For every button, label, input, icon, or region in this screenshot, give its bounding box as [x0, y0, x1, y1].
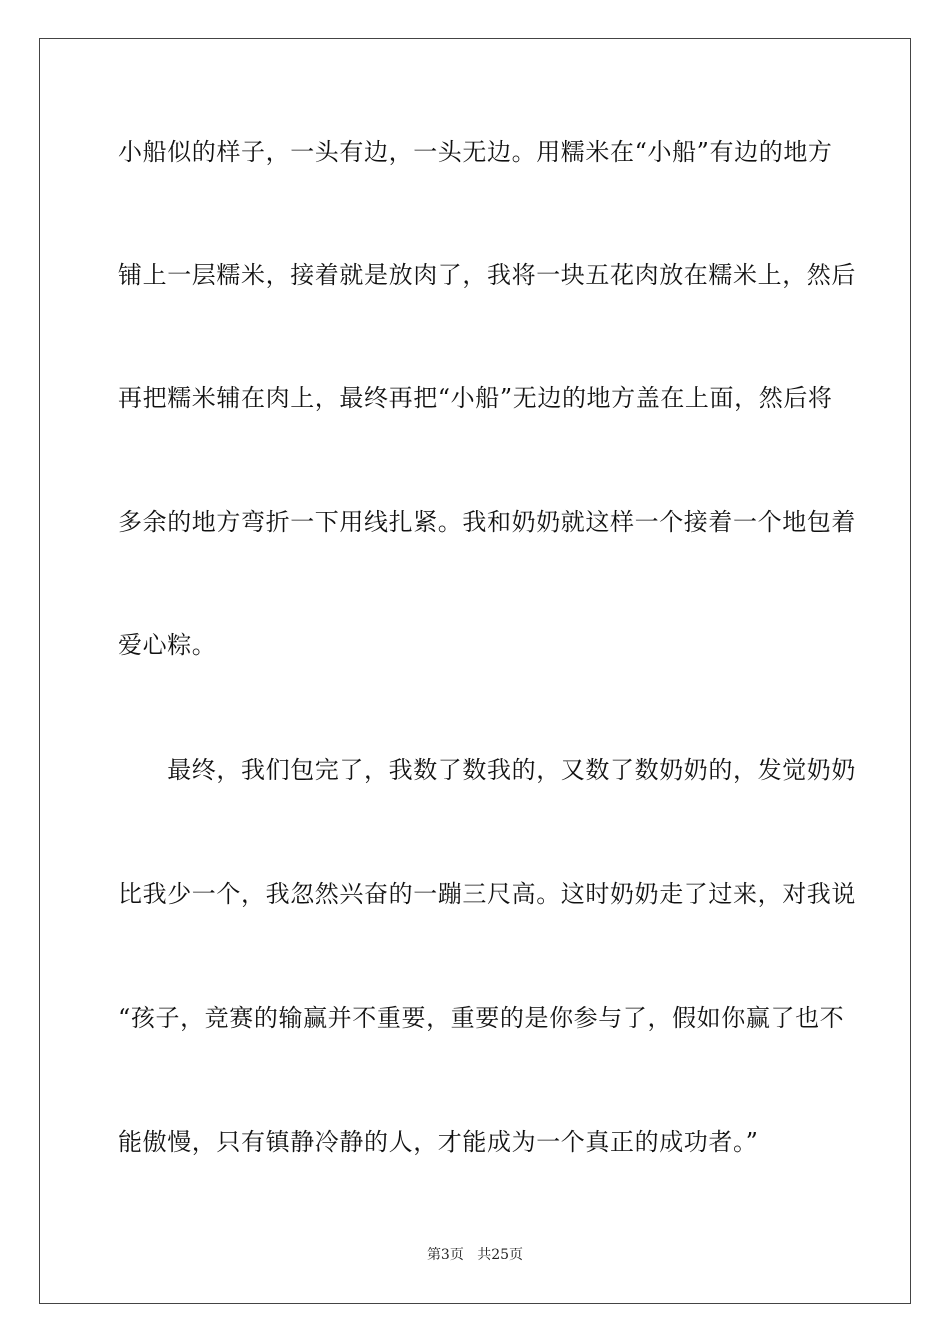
body-line-9: 能傲慢，只有镇静冷静的人，才能成为一个真正的成功者。”	[118, 1128, 759, 1156]
body-line-1: 小船似的样子，一头有边，一头无边。用糯米在“小船”有边的地方	[118, 138, 833, 166]
page-frame	[39, 38, 911, 1304]
body-line-2: 铺上一层糯米，接着就是放肉了，我将一块五花肉放在糯米上，然后	[118, 261, 856, 289]
body-line-4: 多余的地方弯折一下用线扎紧。我和奶奶就这样一个接着一个地包着	[118, 508, 856, 536]
page-footer	[0, 1246, 950, 1264]
body-line-5: 爱心粽。	[118, 631, 217, 659]
body-line-7: 比我少一个，我忽然兴奋的一蹦三尺高。这时奶奶走了过来，对我说	[118, 880, 856, 908]
body-line-8: “孩子，竞赛的输赢并不重要，重要的是你参与了，假如你赢了也不	[118, 1004, 845, 1032]
body-line-3: 再把糯米辅在肉上，最终再把“小船”无边的地方盖在上面，然后将	[118, 384, 833, 412]
page-number: 第3页	[426, 1247, 464, 1263]
page-total: 共25页	[477, 1247, 524, 1263]
body-line-6: 最终，我们包完了，我数了数我的，又数了数奶奶的，发觉奶奶	[118, 756, 856, 784]
